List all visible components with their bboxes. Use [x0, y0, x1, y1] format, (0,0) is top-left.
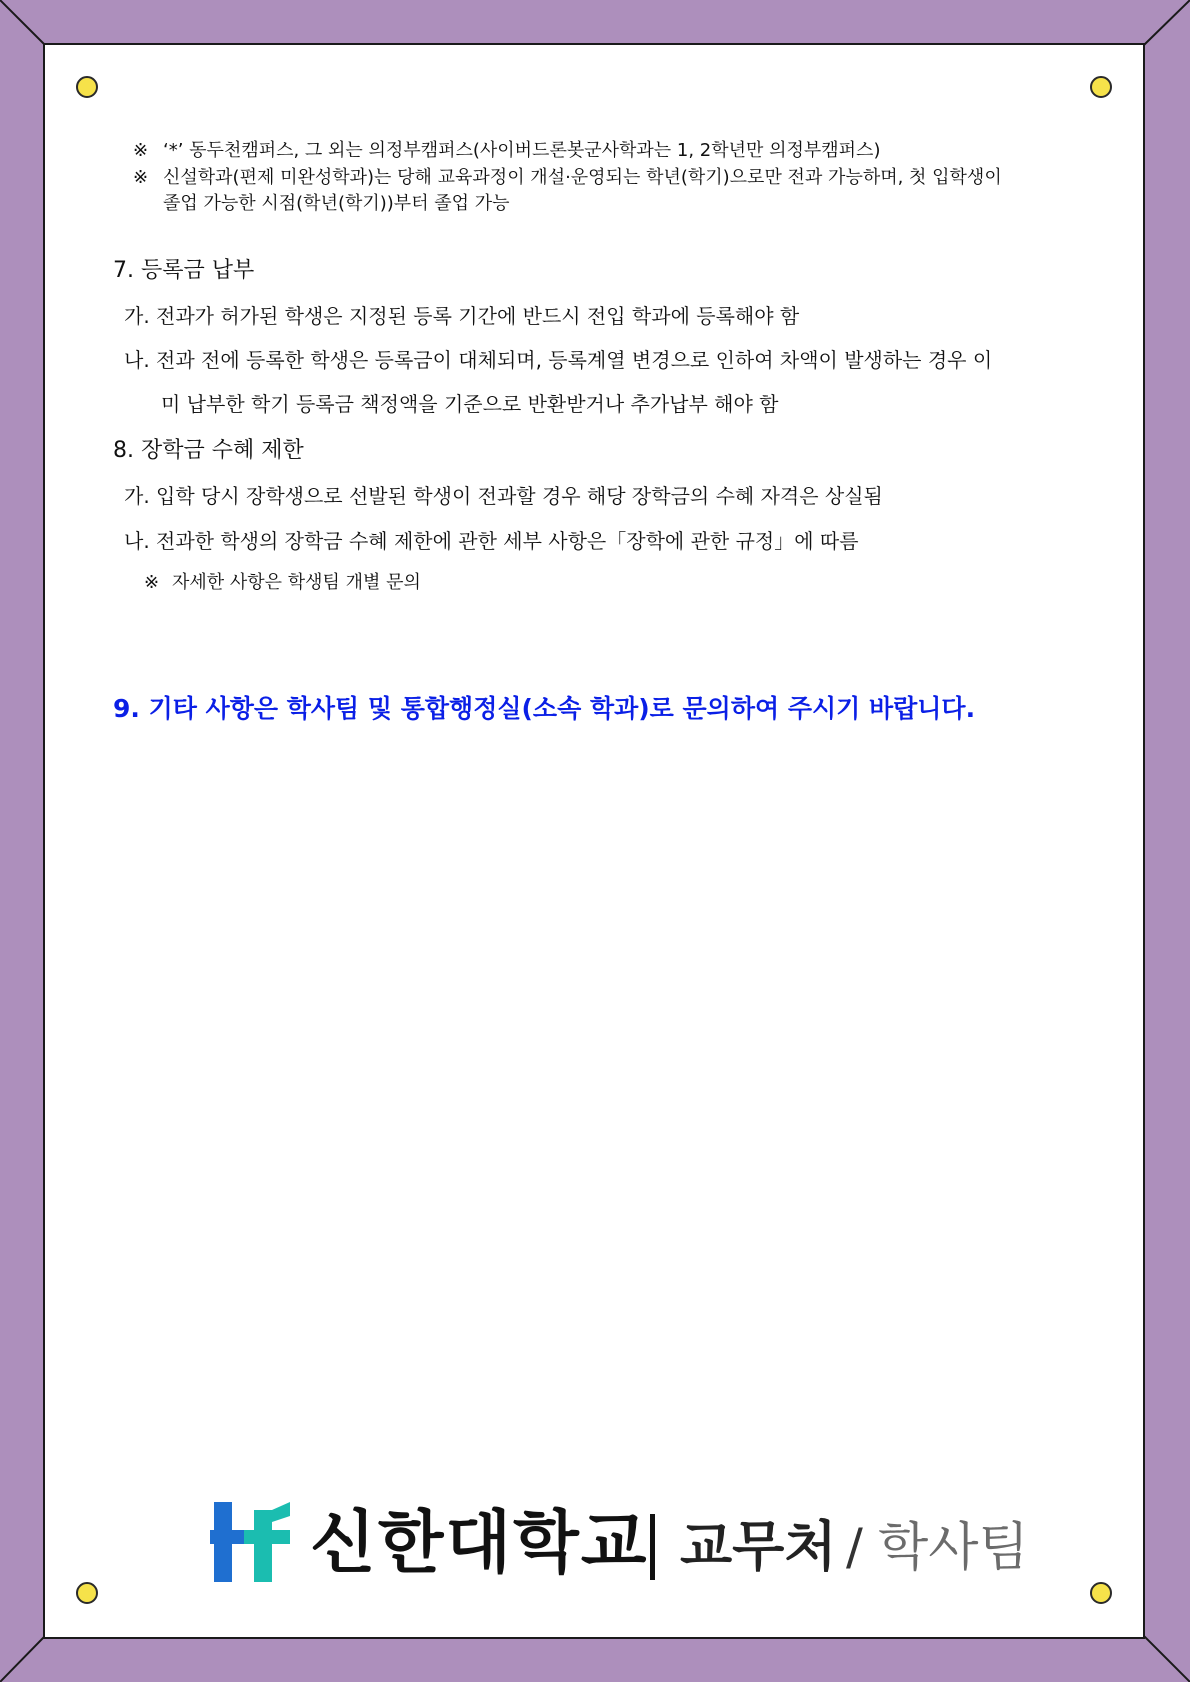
section-7-item-b-line2: 미 납부한 학기 등록금 책정액을 기준으로 반환받거나 추가납부 해야 함 — [161, 392, 779, 416]
new-department-note-line1: 신설학과(편제 미완성학과)는 당해 교육과정이 개설·운영되는 학년(학기)으로만 전과 가능하며, 첫 입학생이 — [163, 167, 1002, 188]
new-department-note — [133, 165, 1093, 217]
section-8-title: 8. 장학금 수혜 제한 — [113, 438, 304, 463]
campus-note-text: ‘*’ 동두천캠퍼스, 그 외는 의정부캠퍼스(사이버드론봇군사학과는 1, 2학년만 의정부캠퍼스) — [163, 140, 881, 161]
section-8-item-a: 가. 입학 당시 장학생으로 선발된 학생이 전과할 경우 해당 장학금의 수혜 자격은 상실됨 — [124, 484, 883, 508]
new-department-note-line2: 졸업 가능한 시점(학년(학기))부터 졸업 가능 — [163, 193, 510, 214]
university-name: 신한대학교 — [310, 1504, 649, 1583]
footer-slash: / — [846, 1518, 863, 1576]
reference-mark: ※ — [133, 167, 149, 188]
pin-icon — [76, 76, 98, 98]
student-team-note-text: 자세한 사항은 학생팀 개별 문의 — [172, 572, 421, 593]
university-logo-icon — [210, 1500, 294, 1584]
reference-mark: ※ — [144, 572, 160, 593]
reference-mark: ※ — [133, 140, 149, 161]
section-7-item-a: 가. 전과가 허가된 학생은 지정된 등록 기간에 반드시 전입 학과에 등록해야 함 — [124, 304, 800, 328]
pin-icon — [76, 1582, 98, 1604]
footer-divider — [650, 1514, 655, 1580]
office-name: 교무처 — [680, 1515, 837, 1578]
pin-icon — [1090, 76, 1112, 98]
footer-logo — [210, 1500, 1030, 1590]
team-name: 학사팀 — [878, 1518, 1029, 1578]
section-7-item-b-line1: 나. 전과 전에 등록한 학생은 등록금이 대체되며, 등록계열 변경으로 인하여 차액이 발생하는 경우 이 — [124, 348, 993, 372]
section-7-title: 7. 등록금 납부 — [113, 258, 255, 283]
section-8-item-b: 나. 전과한 학생의 장학금 수혜 제한에 관한 세부 사항은「장학에 관한 규정」에 따름 — [124, 529, 859, 553]
student-team-note — [144, 570, 421, 596]
campus-note — [133, 138, 880, 164]
pin-icon — [1090, 1582, 1112, 1604]
contact-notice: 9. 기타 사항은 학사팀 및 통합행정실(소속 학과)로 문의하여 주시기 바랍니다. — [113, 694, 976, 723]
